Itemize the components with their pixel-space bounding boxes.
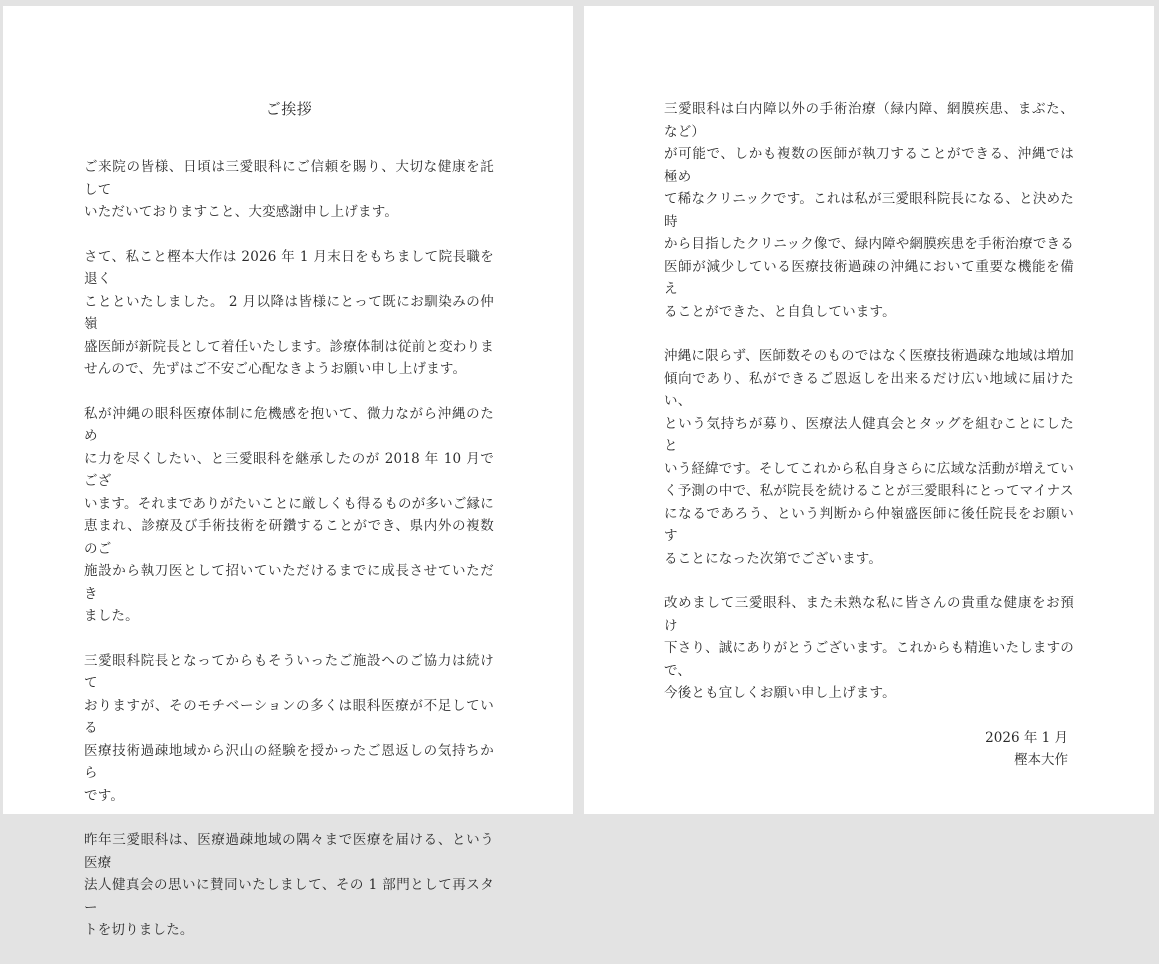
paragraph-restart: 昨年三愛眼科は、医療過疎地域の隅々まで医療を届ける、という医療 法人健真会の思いに賛同いたしまして、その 1 部門として再スター トを切りました。 (84, 832, 494, 938)
document-page-left (3, 6, 573, 938)
author-signature: 樫本大作 (1014, 752, 1068, 768)
letter-date: 2026 年 1 月 (985, 729, 1068, 746)
page-content (664, 98, 1074, 772)
paragraph-motivation: 三愛眼科院長となってからもそういったご施設へのご協力は続けて おりますが、そのモチベーションの多くは眼科医療が不足している 医療技術過疎地域から沢山の経験を授かったご恩返しの気持ちから です。 (84, 652, 494, 804)
paragraph-retirement: さて、私こと樫本大作は 2026 年 1 月末日をもちまして院長職を退く ことといたしました。 2 月以降は皆様にとって既にお馴染みの仲嶺 盛医師が新院長として着任いたします。診療体制は従前と変わりま せんので、先ずはご不安ご心配なきようお願い申し上げます。 (84, 248, 494, 377)
paragraph-thanks: 改めまして三愛眼科、また未熟な私に皆さんの貴重な健康をお預け 下さり、誠にありがとうございます。これからも精進いたしますので、 今後とも宜しくお願い申し上げます。 (664, 595, 1074, 701)
document-page-right (584, 6, 1154, 814)
paragraph-reason: 沖縄に限らず、医師数そのものではなく医療技術過疎な地域は増加 傾向であり、私ができるご恩返しを出来るだけ広い地域に届けたい、 という気持ちが募り、医療法人健真会とタッグを組むことにしたと いう経緯です。そしてこれから私自身さらに広域な活動が増えてい く予測の中で、私が院長を続けることが三愛眼科にとってマイナス になるであろう、という判断から仲嶺盛医師に後任院長をお願いす ることになった次第でございます。 (664, 348, 1074, 567)
page-content (84, 98, 494, 964)
signature-block (664, 727, 1074, 772)
paragraph-greeting: ご来院の皆様、日頃は三愛眼科にご信頼を賜り、大切な健康を託して いただいておりますこと、大変感謝申し上げます。 (84, 159, 494, 220)
paragraph-history: 私が沖縄の眼科医療体制に危機感を抱いて、微力ながら沖縄のため に力を尽くしたい、と三愛眼科を継承したのが 2018 年 10 月でござ います。それまでありがたいことに厳しくも得るものが多いご縁に 恵まれ、診療及び手術技術を研鑽することができ、県内外の複数のご 施設から執刀医として招いていただけるまでに成長させていただき ました。 (84, 405, 494, 624)
document-title: ご挨拶 (265, 100, 313, 118)
paragraph-clinic-capability: 三愛眼科は白内障以外の手術治療（緑内障、網膜疾患、まぶた、など） が可能で、しかも複数の医師が執刀することができる、沖縄では極め て稀なクリニックです。これは私が三愛眼科院長になる、と決めた時 から目指したクリニック像で、緑内障や網膜疾患を手術治療できる 医師が減少している医療技術過疎の沖縄において重要な機能を備え ることができた、と自負しています。 (664, 101, 1074, 320)
